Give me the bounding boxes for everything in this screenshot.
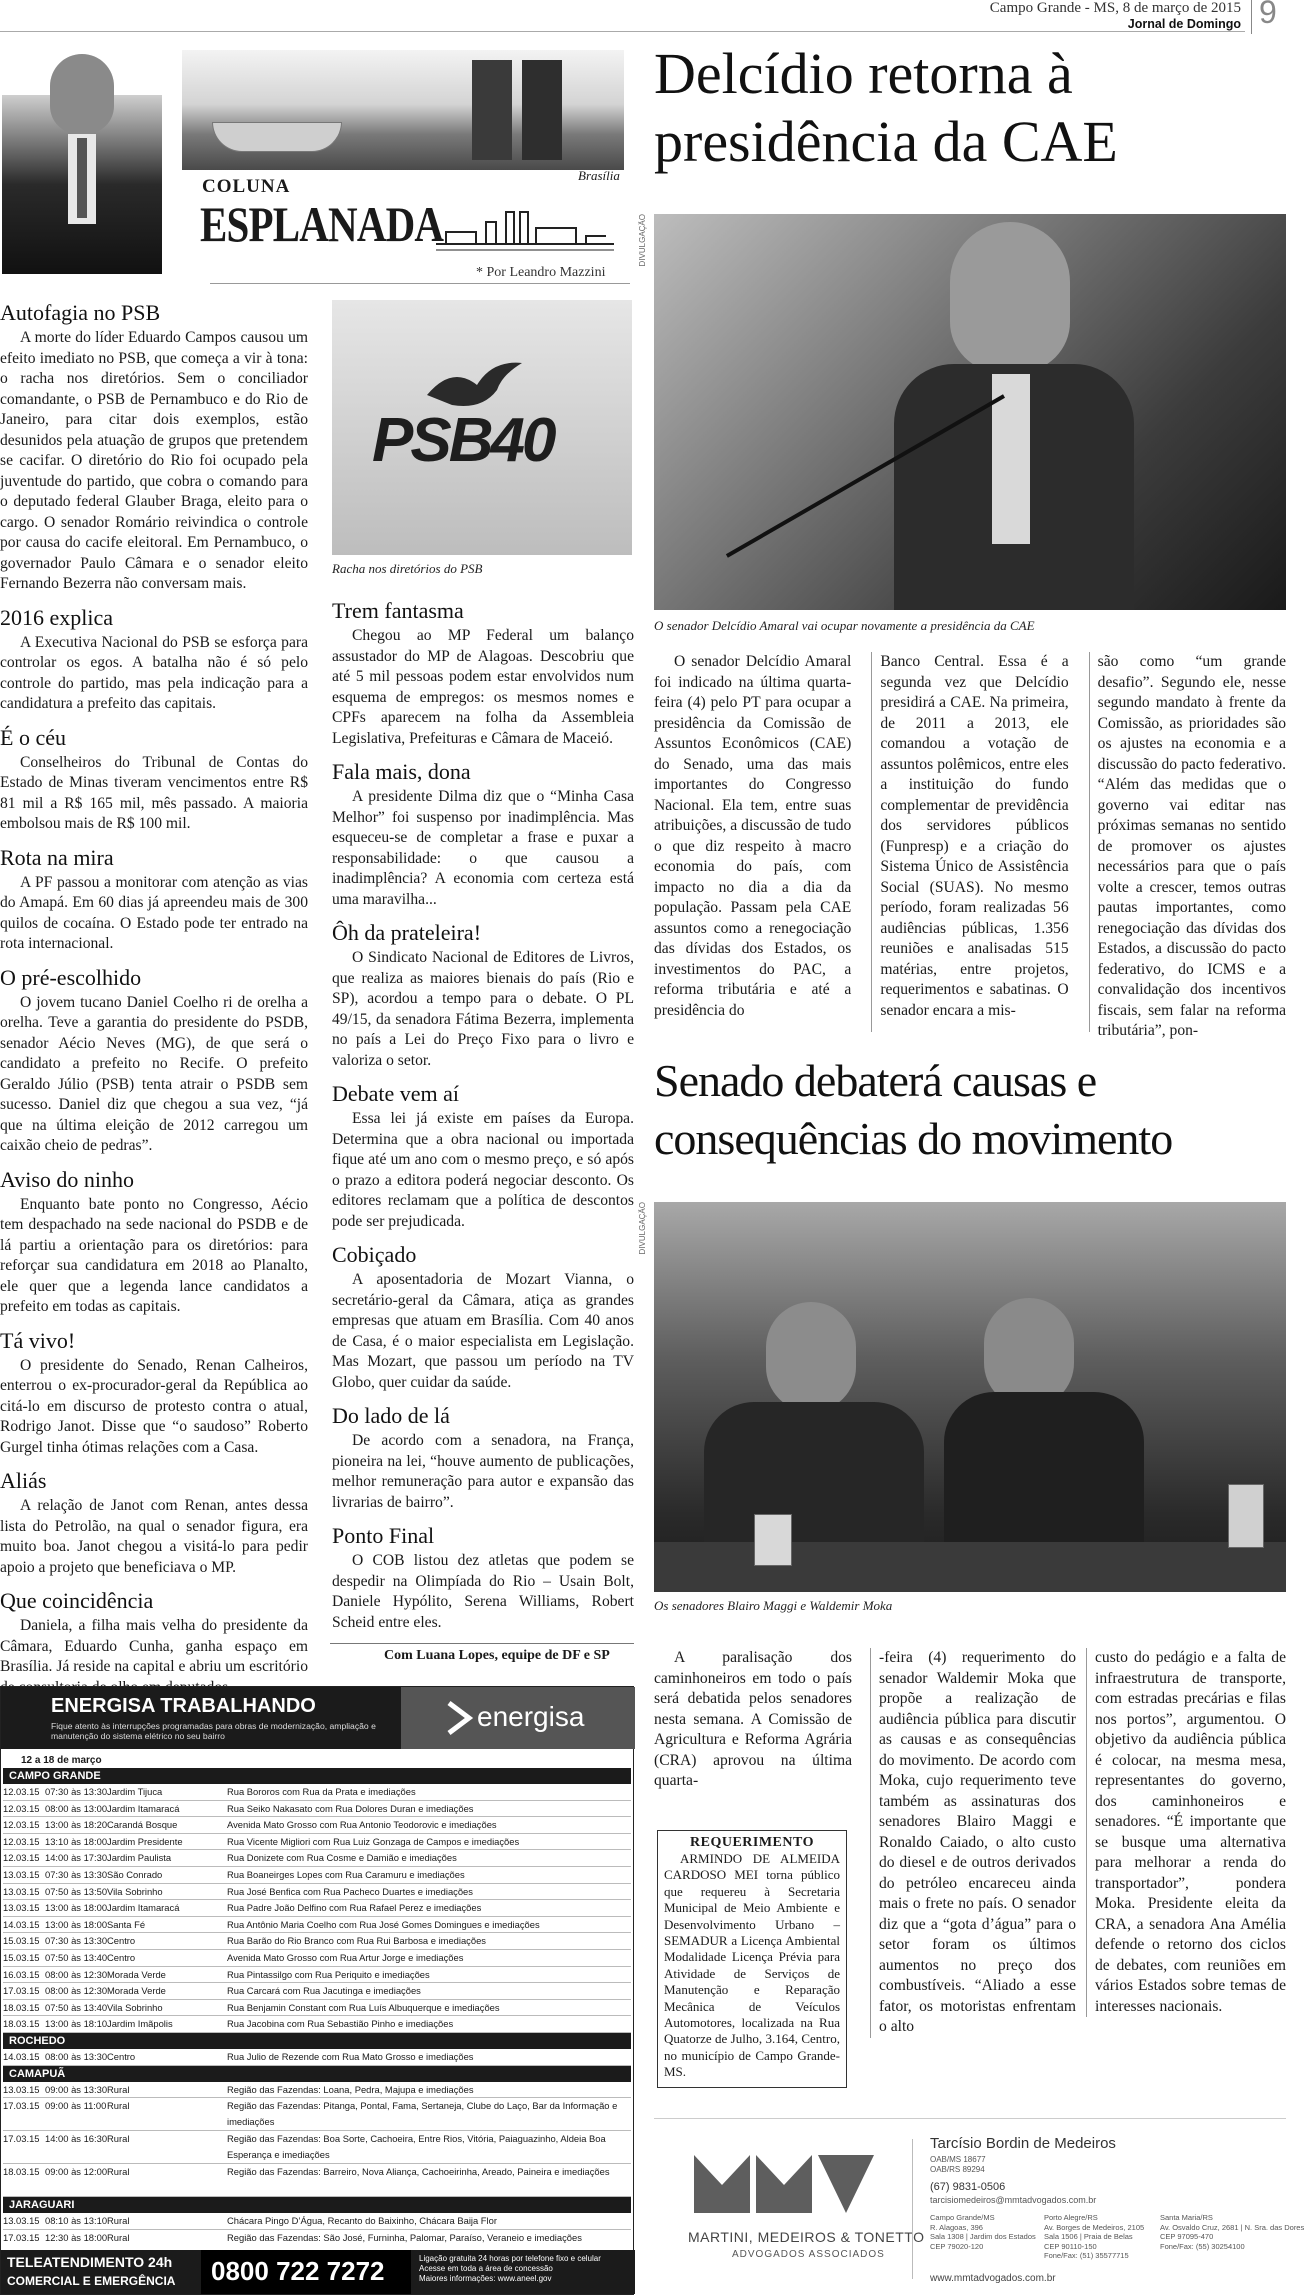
- group-camapua: CAMAPUÃ: [3, 2066, 631, 2082]
- streets-cell: Rua Vicente Migliori com Rua Luiz Gonzaga de Campos e imediações: [227, 1835, 520, 1847]
- page-header: [0, 0, 1286, 34]
- schedule-row: [3, 1884, 631, 1901]
- time-cell: 08:10 às 13:10: [45, 2215, 108, 2227]
- article1-caption: O senador Delcídio Amaral vai ocupar novamente a presidência da CAE: [654, 618, 1035, 633]
- schedule-row: [3, 1933, 631, 1950]
- article2-col-3: custo do pedágio e a falta de infraestrutura de transporte, com estradas precárias e filas nos portos”, argumentou. O objetivo da audiência pública é colocar, na mesma mesa, representantes do governo, dos caminhoneiros e senadores. “É importante que se busque uma alternativa para melhorar a renda do transportador”, pondera Moka. Presidente eleita da CRA, a senadora Ana Amélia defende o retorno dos ciclos de debates, com reuniões em vários Estados sobre temas de interesses nacionais.: [1086, 1648, 1286, 2017]
- date-cell: 17.03.15: [3, 2133, 40, 2145]
- article1-headline: Delcídio retorna à presidência da CAE: [654, 41, 1118, 174]
- column-credit: Com Luana Lopes, equipe de DF e SP: [384, 1648, 610, 1663]
- note-que-coincidencia: [0, 1588, 308, 1698]
- date-cell: 13.03.15: [3, 1885, 40, 1897]
- note-title: Trem fantasma: [332, 598, 464, 623]
- article2-headline: Senado debaterá causas e consequências do movimento: [654, 1055, 1173, 1164]
- date-cell: 18.03.15: [3, 2018, 40, 2030]
- note-text: Enquanto bate ponto no Congresso, Aécio tem despachado na sede nacional do PSDB e de lá partiu a orientação para os diretórios: para reforçar sua candidatura em 2018 ao Planalto, ele quer que a legenda lance candidatos a prefeito em todas as capitais.: [0, 1195, 308, 1315]
- date-cell: 12.03.15: [3, 1852, 40, 1864]
- note-text: Daniela, a filha mais velha do presidente da Câmara, Eduardo Cunha, ganha espaço em Brasília. Já reside na capital e abriu um escritório: [0, 1617, 308, 1675]
- schedule-row: [3, 2164, 631, 2197]
- column-byline: * Por Leandro Mazzini: [476, 265, 606, 280]
- streets-cell: Rua Jacobina com Rua Sebastião Pinho e imediações: [227, 2018, 454, 2030]
- district-cell: Jardim Imãpolis: [107, 2018, 173, 2030]
- header-paper-name: Jornal de Domingo: [1127, 17, 1241, 31]
- time-cell: 07:30 às 13:30: [45, 1868, 108, 1880]
- district-cell: Rural: [107, 2100, 130, 2112]
- time-cell: 14:00 às 17:30: [45, 1852, 108, 1864]
- schedule-row: [3, 1850, 631, 1867]
- note-title: Debate vem aí: [332, 1081, 460, 1106]
- columnist-photo: [2, 50, 162, 274]
- time-cell: 09:00 às 11:00: [45, 2100, 107, 2112]
- district-cell: Morada Verde: [107, 1968, 166, 1980]
- district-cell: Centro: [107, 2050, 136, 2062]
- brasilia-caption: Brasília: [578, 168, 620, 183]
- law-firm-ad: [654, 2118, 1304, 2295]
- schedule-row: [3, 1950, 631, 1967]
- lawyer-email[interactable]: tarcisiomedeiros@mmtadvogados.com.br: [930, 2195, 1097, 2205]
- streets-cell: Região das Fazendas: Boa Sorte, Cachoeira, Entre Rios, Vitória, Paiaguazinho, Aldeia Boa Esperança e imediações: [227, 2133, 606, 2161]
- schedule-row: [3, 2098, 631, 2131]
- district-cell: Rural: [107, 2083, 130, 2095]
- time-cell: 09:00 às 12:00: [45, 2166, 108, 2178]
- note-title: É o céu: [0, 724, 66, 750]
- note-ponto-final: [332, 1523, 634, 1633]
- note-text: A morte do líder Eduardo Campos causou um efeito imediato no PSB, que começa a vir à tona: o racha nos diretórios. Sem o conciliador comandante, o PSB de Pernambuco e do Rio de Janeiro, para citar dois exemplos, estão desunidos pela atuação de grupos que pretendem se cacifar. O diretório do Rio foi ocupado pela juventude do partido, que cobra o comando para o deputado federal Glauber Braga, eleito para o cargo. O senador Romário reivindica o controle por causa do cacife eleitoral. Em Pernambuco, o governador Paulo Câmara e o senador eleito Fernando Bezerra não conversam mais.: [0, 329, 308, 592]
- notice-title: REQUERIMENTO: [690, 1835, 814, 1850]
- note-2016-explica: [0, 605, 308, 715]
- date-cell: 12.03.15: [3, 1802, 40, 1814]
- group-campo-grande: CAMPO GRANDE: [3, 1768, 631, 1784]
- district-cell: São Conrado: [107, 1868, 163, 1880]
- note-text: O presidente do Senado, Renan Calheiros, enterrou o ex-procurador-geral da República ao citá-lo em discurso de protesto contra o atual, Rodrigo Janot. Disse que “o saudoso” Roberto Gurgel tinha ótimas relações com a Casa.: [0, 1356, 308, 1456]
- schedule-row: [3, 1834, 631, 1851]
- note-text: De acordo com a senadora, na França, pioneira na lei, “houve aumento de publicações, melhor remuneração para autor e expansão das livrarias de bairro”.: [332, 1432, 634, 1511]
- note-title: Aviso do ninho: [0, 1166, 135, 1192]
- congress-dome: [212, 122, 342, 152]
- note-title: Rota na mira: [0, 844, 114, 870]
- group-jaraguari: JARAGUARI: [3, 2197, 631, 2213]
- note-title: Autofagia no PSB: [0, 300, 161, 325]
- requerimento-notice: [657, 1830, 847, 2088]
- article2-col-1: A paralisação dos caminhoneiros em todo o país será debatida pelos senadores nesta semana. A Comissão de Agricultura e Reforma Agrária (CRA) aprovou na última quarta-: [654, 1649, 852, 1789]
- time-cell: 13:00 às 18:00: [45, 1918, 108, 1930]
- energisa-header: [1, 1687, 633, 1749]
- district-cell: Jardim Presidente: [107, 1835, 183, 1847]
- note-trem-fantasma: [332, 598, 634, 749]
- date-cell: 14.03.15: [3, 1918, 40, 1930]
- lawyer-oab: OAB/MS 18677 OAB/RS 89294: [930, 2155, 986, 2174]
- district-cell: Rural: [107, 2133, 130, 2145]
- schedule-table: [1, 1768, 633, 2263]
- senator-head: [950, 222, 1070, 372]
- time-cell: 12:30 às 18:00: [45, 2231, 108, 2243]
- schedule-row: [3, 1900, 631, 1917]
- congress-tower-2: [522, 60, 562, 160]
- time-cell: 13:00 às 18:10: [45, 2018, 108, 2030]
- law-firm-name: MARTINI, MEDEIROS & TONETTO: [688, 2229, 925, 2245]
- schedule-row: [3, 2016, 631, 2033]
- streets-cell: Chácara Pingo D’Água, Recanto do Baixinho, Chácara Baija Flor: [227, 2215, 497, 2227]
- credit-rule: [330, 1643, 634, 1644]
- article2-photo: [654, 1202, 1286, 1592]
- notice-text: ARMINDO DE ALMEIDA CARDOSO MEI torna público que requereu à Secretaria Municipal de Meio Ambiente e Desenvolvimento Urbano – SEMADUR a Licença Ambiental Modalidade Licença Prévia para Atividade de Serviços de Manutenção e Reparação Mecânica de Veículos Automotores, localizada na Rua Quatorze de Julho, 3.164, Centro, no município de Campo Grande-MS.: [664, 1851, 840, 2080]
- time-cell: 08:00 às 13:30: [45, 2050, 108, 2062]
- note-text: A relação de Janot com Renan, antes dessa lista do Petrolão, na qual o senador figura, era muito boa. Janot chegou a visitá-lo para pedir apoio a projeto que beneficiava o MP.: [0, 1497, 308, 1576]
- group-rows: [3, 2049, 631, 2066]
- header-rule: [0, 31, 1245, 32]
- streets-cell: Região das Fazendas: Barreiro, Nova Aliança, Cachoeirinha, Areado, Paineira e imediações: [227, 2166, 610, 2178]
- streets-cell: Rua Donizete com Rua Cosme e Damião e imediações: [227, 1852, 457, 1864]
- note-text: Conselheiros do Tribunal de Contas do Estado de Minas tiveram vencimentos entre R$ 81 mil a R$ 165 mil, mês passado. A maioria embolsou mais de R$ 100 mil.: [0, 753, 308, 832]
- schedule-row: [3, 2049, 631, 2066]
- article2-col-2: -feira (4) requerimento do senador Waldemir Moka que propõe a realização de audiência pública para discutir as causas e as consequências do movimento. De acordo com Moka, cujo requerimento teve também as assinaturas dos senadores Blairo Maggi e Ronaldo Caiado, o alto custo do diesel e de outros derivados do petróleo encareceu ainda mais o frete no país. O senador diz que a “gota d’água” para o setor foram os últimos aumentos no preço dos combustíveis. “Aliado a esse fator, os motoristas enfrentam o alto: [870, 1648, 1076, 2038]
- article2-caption: Os senadores Blairo Maggi e Waldemir Moka: [654, 1598, 893, 1613]
- streets-cell: Região das Fazendas: Pitanga, Pontal, Fama, Sertaneja, Clube do Laço, Bar da Informação e imediações: [227, 2100, 618, 2128]
- note-text: O jovem tucano Daniel Coelho ri de orelha a orelha. Teve a garantia do presidente do PSDB, senador Aécio Neves (MG), de que será o candidato a prefeito no Recife. O prefeito Geraldo Júlio (PSB) tenta atrair o PSDB sem sucesso. Daniel diz que chegou a sua vez, “já que na última eleição de 2012 carregou um caixão cheio de pedras”.: [0, 993, 308, 1154]
- date-cell: 13.03.15: [3, 2083, 40, 2095]
- streets-cell: Rua Pintassilgo com Rua Periquito e imediações: [227, 1968, 430, 1980]
- schedule-row: [3, 1917, 631, 1934]
- time-cell: 08:00 às 12:30: [45, 1985, 108, 1997]
- water-glass-right: [1228, 1484, 1264, 1548]
- energisa-brand: energisa: [477, 1701, 585, 1732]
- article1-body: [654, 652, 1286, 1039]
- district-cell: Jardim Itamaracá: [107, 1902, 180, 1914]
- note-ta-vivo: [0, 1328, 308, 1459]
- note-text: A aposentadoria de Mozart Vianna, o secretário-geral da Câmara, atiça as grandes empresas que atuam em Brasília. Com 40 anos de Casa, é o maior especialista em Legislação. Mas Mozart, que passou um período na TV Globo, quer cuidar da saúde.: [332, 1271, 634, 1391]
- streets-cell: Rua Padre João Delfino com Rua Rafael Perez e imediações: [227, 1902, 482, 1914]
- column-name-main: ESPLANADA: [200, 196, 444, 252]
- time-cell: 08:00 às 12:30: [45, 1968, 108, 1980]
- note-aviso-do-ninho: [0, 1167, 308, 1318]
- footer-phone-box: [201, 2250, 411, 2294]
- note-text: O COB listou dez atletas que podem se despedir na Olimpíada do Rio – Usain Bolt, Daniele Hypólito, Serena Williams, Robert Scheid entre eles.: [332, 1552, 634, 1631]
- header-divider: [1251, 0, 1252, 34]
- note-title: Que coincidência: [0, 1588, 154, 1613]
- schedule-row: [3, 1817, 631, 1834]
- note-autofagia: [0, 300, 308, 595]
- office-campo-grande: Campo Grande/MS R. Alagoas, 396 Sala 1308 | Jardim dos Estados CEP 79020-120: [930, 2213, 1036, 2251]
- law-ad-divider: [912, 2139, 913, 2279]
- energisa-footer: [1, 2250, 635, 2294]
- note-text: O Sindicato Nacional de Editores de Livros, que realiza as maiores bienais do país (Rio e SP), acordou a tempo para o debate. O PL 49/15, da senadora Fátima Bezerra, implementa no país a Lei do Preço Fixo para o livro e valoriza o setor.: [332, 949, 634, 1069]
- energisa-ad: [0, 1686, 634, 2295]
- district-cell: Jardim Itamaracá: [107, 1802, 180, 1814]
- footer-label: TELEATENDIMENTO 24h: [7, 2254, 173, 2270]
- streets-cell: Rua Carcará com Rua Jacutinga e imediações: [227, 1985, 421, 1997]
- byline-rule: [210, 283, 630, 284]
- note-title: Fala mais, dona: [332, 759, 471, 784]
- energisa-brand-box: [401, 1687, 635, 1749]
- time-cell: 13:10 às 18:00: [45, 1835, 108, 1847]
- streets-cell: Avenida Mato Grosso com Rua Artur Jorge e imediações: [227, 1951, 464, 1963]
- note-text: A Executiva Nacional do PSB se esforça para controlar os egos. A batalha não é só pelo controle do partido, mas pela indicação para a candidatura a prefeito das capitais.: [0, 633, 308, 712]
- streets-cell: Rua Barão do Rio Branco com Rua Rui Barbosa e imediações: [227, 1935, 486, 1947]
- district-cell: Centro: [107, 1935, 136, 1947]
- date-cell: 14.03.15: [3, 2050, 40, 2062]
- note-title: Ôh da prateleira!: [332, 920, 482, 945]
- note-title: Cobiçado: [332, 1242, 417, 1267]
- column-left-notes: [0, 290, 308, 1698]
- energisa-title: ENERGISA TRABALHANDO: [51, 1695, 316, 1717]
- schedule-row: [3, 2000, 631, 2017]
- esplanada-skyline-icon: [436, 192, 614, 252]
- footer-phone[interactable]: 0800 722 7272: [211, 2256, 385, 2286]
- note-debate-vem-ai: [332, 1081, 634, 1232]
- date-cell: 13.03.15: [3, 2215, 40, 2227]
- date-cell: 16.03.15: [3, 1968, 40, 1980]
- note-text: Essa lei já existe em países da Europa. Determina que a obra nacional ou importada fique até um ano com o mesmo preço, e só após o prazo a editora poderá negociar desconto. Os editores reclamam que a política de descontos pode ser prejudicada.: [332, 1110, 634, 1230]
- district-cell: Jardim Tijuca: [107, 1786, 163, 1797]
- date-cell: 17.03.15: [3, 2231, 40, 2243]
- date-cell: 13.03.15: [3, 1902, 40, 1914]
- district-cell: Centro: [107, 1951, 136, 1963]
- energisa-logo-icon: [445, 1701, 475, 1735]
- note-text: A presidente Dilma diz que o “Minha Casa Melhor” foi suspenso por inadimplência. Mas esqueceu-se de completar a frase e puxar a responsabilidade: o que causou a inadimplência? A economia com certeza está uma maravilha...: [332, 788, 634, 908]
- footer-sub: COMERCIAL E EMERGÊNCIA: [7, 2274, 176, 2288]
- senator-left-head: [766, 1302, 856, 1412]
- desk: [654, 1542, 1286, 1592]
- energisa-period: 12 a 18 de março: [21, 1755, 102, 1766]
- note-text: A PF passou a monitorar com atenção as vias do Amapá. Em 60 dias já apreendeu mais de 300 quilos de cocaína. O Estado pode ter entrado na rota internacional.: [0, 873, 308, 952]
- group-rows: [3, 1784, 631, 2033]
- article1-col-1: O senador Delcídio Amaral foi indicado na última quarta-feira (4) pelo PT para ocupar a presidência da Comissão de Assuntos Econômicos (CAE) do Senado, uma das mais importantes do Congresso Nacional. Ela tem, entre suas atribuições, a discussão de tudo o que diz respeito à macro economia do país, com impacto no dia a dia da população. Passam pela CAE assuntos como a renegociação das dívidas dos Estados, os investimentos do PAC, a reforma tributária e até a presidência do: [654, 653, 852, 1019]
- column-name-top: COLUNA: [202, 176, 291, 197]
- law-firm-subtitle: ADVOGADOS ASSOCIADOS: [732, 2249, 885, 2260]
- page-number: 9: [1259, 0, 1277, 30]
- time-cell: 07:30 às 13:30: [45, 1786, 108, 1797]
- date-cell: 15.03.15: [3, 1951, 40, 1963]
- note-do-lado-de-la: [332, 1403, 634, 1513]
- district-cell: Rural: [107, 2166, 130, 2178]
- district-cell: Vila Sobrinho: [107, 2001, 163, 2013]
- note-cobicado: [332, 1242, 634, 1393]
- lawyer-phone: (67) 9831-0506: [930, 2181, 1006, 2193]
- footer-note: Ligação gratuita 24 horas por telefone fixo e celular Acesse em toda a área de concessão Maiores informações: www.aneel.gov: [419, 2254, 601, 2283]
- note-title: 2016 explica: [0, 604, 114, 630]
- time-cell: 07:30 às 13:30: [45, 1935, 108, 1947]
- note-pre-escolhido: [0, 965, 308, 1157]
- district-cell: Vila Sobrinho: [107, 1885, 163, 1897]
- schedule-row: [3, 1867, 631, 1884]
- senator-left-body: [704, 1402, 924, 1552]
- time-cell: 07:50 às 13:40: [45, 1951, 108, 1963]
- note-title: Ponto Final: [332, 1523, 435, 1548]
- columnist-head: [50, 54, 114, 134]
- note-title: Do lado de lá: [332, 1403, 450, 1428]
- note-fala-mais-dona: [332, 759, 634, 910]
- date-cell: 17.03.15: [3, 1985, 40, 1997]
- brasilia-photo: [182, 50, 624, 170]
- note-rota-na-mira: [0, 845, 308, 955]
- schedule-row: [3, 1784, 631, 1801]
- note-title: Tá vivo!: [0, 1327, 76, 1353]
- psb-logo-text: PSB40: [372, 406, 554, 475]
- streets-cell: Rua Bororos com Rua da Prata e imediações: [227, 1786, 416, 1797]
- senator-right-body: [944, 1392, 1144, 1552]
- mmt-logo-icon: [694, 2155, 874, 2213]
- time-cell: 07:50 às 13:40: [45, 2001, 108, 2013]
- note-alias: [0, 1468, 308, 1578]
- district-cell: Rural: [107, 2231, 130, 2243]
- date-cell: 18.03.15: [3, 2001, 40, 2013]
- streets-cell: Rua Benjamin Constant com Rua Luís Albuquerque e imediações: [227, 2001, 500, 2013]
- district-cell: Santa Fé: [107, 1918, 146, 1930]
- schedule-row: [3, 1983, 631, 2000]
- psb-caption: Racha nos diretórios do PSB: [332, 561, 483, 576]
- group-rows: [3, 2082, 631, 2198]
- date-cell: 15.03.15: [3, 1935, 40, 1947]
- group-rochedo: ROCHEDO: [3, 2033, 631, 2049]
- article2-photo-credit: DIVULGAÇÃO: [638, 1202, 647, 1255]
- schedule-row: [3, 2082, 631, 2099]
- schedule-row: [3, 1801, 631, 1818]
- note-e-o-ceu: [0, 725, 308, 835]
- time-cell: 08:00 às 13:00: [45, 1802, 108, 1814]
- time-cell: 13:00 às 18:00: [45, 1902, 108, 1914]
- lawyer-name: Tarcísio Bordin de Medeiros: [930, 2135, 1116, 2152]
- water-glass-left: [754, 1514, 792, 1566]
- article1-photo: [654, 214, 1286, 610]
- time-cell: 09:00 às 13:30: [45, 2083, 108, 2095]
- district-cell: Morada Verde: [107, 1985, 166, 1997]
- streets-cell: Região das Fazendas: São José, Furninha, Palomar, Paraíso, Veraneio e imediações: [227, 2231, 582, 2243]
- note-title: O pré-escolhido: [0, 964, 142, 990]
- time-cell: 14:00 às 16:30: [45, 2133, 108, 2145]
- streets-cell: Rua Seiko Nakasato com Rua Dolores Duran e imediações: [227, 1802, 474, 1814]
- schedule-row: [3, 2213, 631, 2230]
- date-cell: 12.03.15: [3, 1819, 40, 1831]
- schedule-row: [3, 2131, 631, 2164]
- streets-cell: Rua José Benfica com Rua Pacheco Duartes e imediações: [227, 1885, 473, 1897]
- note-text: Chegou ao MP Federal um balanço assustador do MP de Alagoas. Descobriu que até 5 mil pessoas podem estar envolvidos num esquema de empregos: os mesmos nomes e CPFs aparecem na folha da Assembleia Legislativa, Prefeituras e Câmara de Maceió.: [332, 627, 634, 747]
- district-cell: Rural: [107, 2215, 130, 2227]
- columnist-tie: [77, 138, 87, 218]
- streets-cell: Avenida Mato Grosso com Rua Antonio Teodorovic e imediações: [227, 1819, 497, 1831]
- energisa-subtitle: Fique atento às interrupções programadas para obras de modernização, ampliação e manutenção do sistema elétrico no seu bairro: [51, 1721, 376, 1741]
- date-cell: 12.03.15: [3, 1786, 40, 1797]
- time-cell: 13:00 às 18:20: [45, 1819, 108, 1831]
- article1-photo-credit: DIVULGAÇÃO: [638, 214, 647, 267]
- district-cell: Carandá Bosque: [107, 1819, 178, 1831]
- note-title: Aliás: [0, 1468, 47, 1493]
- streets-cell: Região das Fazendas: Loana, Pedra, Majupa e imediações: [227, 2083, 474, 2095]
- schedule-row: [3, 1967, 631, 1984]
- date-cell: 18.03.15: [3, 2166, 40, 2178]
- time-cell: 07:50 às 13:50: [45, 1885, 108, 1897]
- district-cell: Jardim Paulista: [107, 1852, 172, 1864]
- congress-tower-1: [472, 60, 512, 160]
- article1-col-3: são como “um grande desafio”. Segundo ele, nesse segundo mandato à frente da Comissão, as prioridades são os ajustes na economia e a discussão do pacto federativo. “Além das medidas que o governo vai editar nas próximas semanas no sentido de promover os ajustes necessários para que o país volte a crescer, temos outras pautas importantes, como renegociação das dívidas dos Estados, a discussão do pacto federativo, do ICMS e a convalidação dos incentivos fiscais, sem falar na reforma tributária”, pon-: [1089, 652, 1286, 1032]
- streets-cell: Rua Antônio Maria Coelho com Rua José Gomes Domingues e imediações: [227, 1918, 540, 1930]
- psb-photo: [332, 300, 632, 555]
- streets-cell: Rua Boaneirges Lopes com Rua Caramuru e imediações: [227, 1868, 465, 1880]
- date-cell: 17.03.15: [3, 2100, 40, 2112]
- law-firm-site[interactable]: www.mmtadvogados.com.br: [930, 2273, 1056, 2284]
- office-santa-maria: Santa Maria/RS Av. Osvaldo Cruz, 2681 | N. Sra. das Dores CEP 97095-470 Fone/Fax: (55) 30254100: [1160, 2213, 1304, 2251]
- streets-cell: Rua Julio de Rezende com Rua Mato Grosso e imediações: [227, 2050, 474, 2062]
- office-porto-alegre: Porto Alegre/RS Av. Borges de Medeiros, 2105 Sala 1506 | Praia de Belas CEP 90110-150 Fone/Fax: (51) 35577715: [1044, 2213, 1145, 2260]
- note-oh-da-prateleira: [332, 920, 634, 1071]
- article1-col-2: Banco Central. Essa é a segunda vez que Delcídio presidirá a CAE. Na primeira, de 2011 a 2013, ele comandou a votação de assuntos polêmicos, entre eles a instituição do fundo complementar de previdência dos servidores públicos (Funpresp) e a criação do Sistema Único de Assistência Social (SUAS). No mesmo período, foram realizadas 56 audiências públicas, 1.356 reuniões e analisadas 515 matérias, entre projetos, requerimentos e sabatinas. O senador encara a mis-: [871, 652, 1068, 1032]
- column-mid-notes: [332, 588, 634, 1633]
- header-location-date: Campo Grande - MS, 8 de março de 2015: [989, 0, 1241, 16]
- date-cell: 13.03.15: [3, 1868, 40, 1880]
- date-cell: 12.03.15: [3, 1835, 40, 1847]
